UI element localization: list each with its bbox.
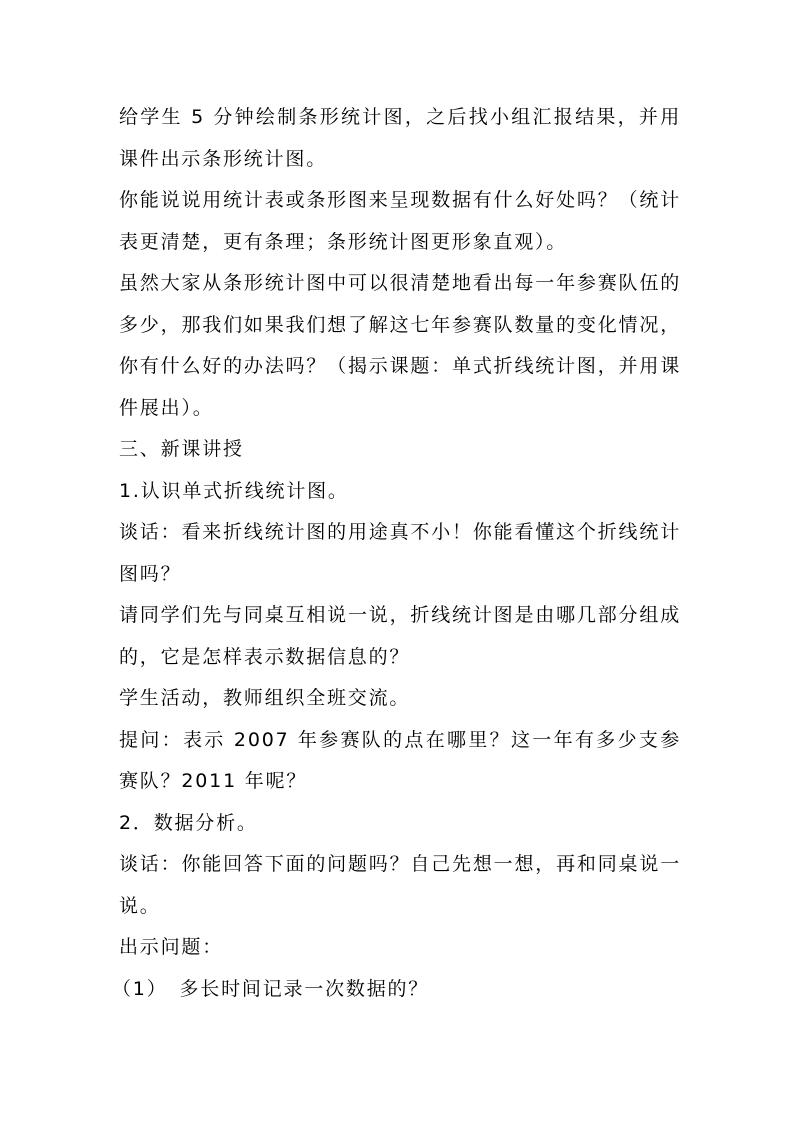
paragraph-talk-answer: 谈话：你能回答下面的问题吗？自己先想一想，再和同桌说一说。: [119, 853, 681, 917]
paragraph-talk-usage: 谈话：看来折线统计图的用途真不小！你能看懂这个折线统计图吗？: [119, 521, 681, 585]
paragraph-show-questions: 出示问题：: [119, 936, 224, 958]
paragraph-bar-chart-task: 给学生 5 分钟绘制条形统计图，之后找小组汇报结果，并用课件出示条形统计图。: [119, 106, 681, 170]
question-text: 多长时间记录一次数据的？: [179, 977, 430, 1000]
section-heading-new-lesson: 三、新课讲授: [119, 438, 244, 460]
paragraph-partner-discussion: 请同学们先与同桌互相说一说，折线统计图是由哪几部分组成的，它是怎样表示数据信息的？: [119, 604, 681, 668]
document-page: [112, 97, 681, 1010]
question-number: （1）: [112, 977, 168, 1000]
subsection-heading-data-analysis: 2．数据分析。: [119, 811, 258, 834]
paragraph-question-2007: 提问：表示 2007 年参赛队的点在哪里？这一年有多少支参赛队？2011 年呢？: [119, 728, 681, 792]
paragraph-topic-reveal: 虽然大家从条形统计图中可以很清楚地看出每一年参赛队伍的多少，那我们如果我们想了解这七年参赛队数量的变化情况，你有什么好的办法吗？（揭示课题：单式折线统计图，并用课件展出）。: [119, 272, 681, 419]
paragraph-student-activity: 学生活动，教师组织全班交流。: [119, 687, 411, 709]
question-item-1: [112, 969, 681, 1011]
subsection-heading-line-chart: 1.认识单式折线统计图。: [119, 479, 349, 502]
paragraph-benefit-question: 你能说说用统计表或条形图来呈现数据有什么好处吗？（统计表更清楚，更有条理；条形统计图更形象直观）。: [119, 189, 681, 253]
